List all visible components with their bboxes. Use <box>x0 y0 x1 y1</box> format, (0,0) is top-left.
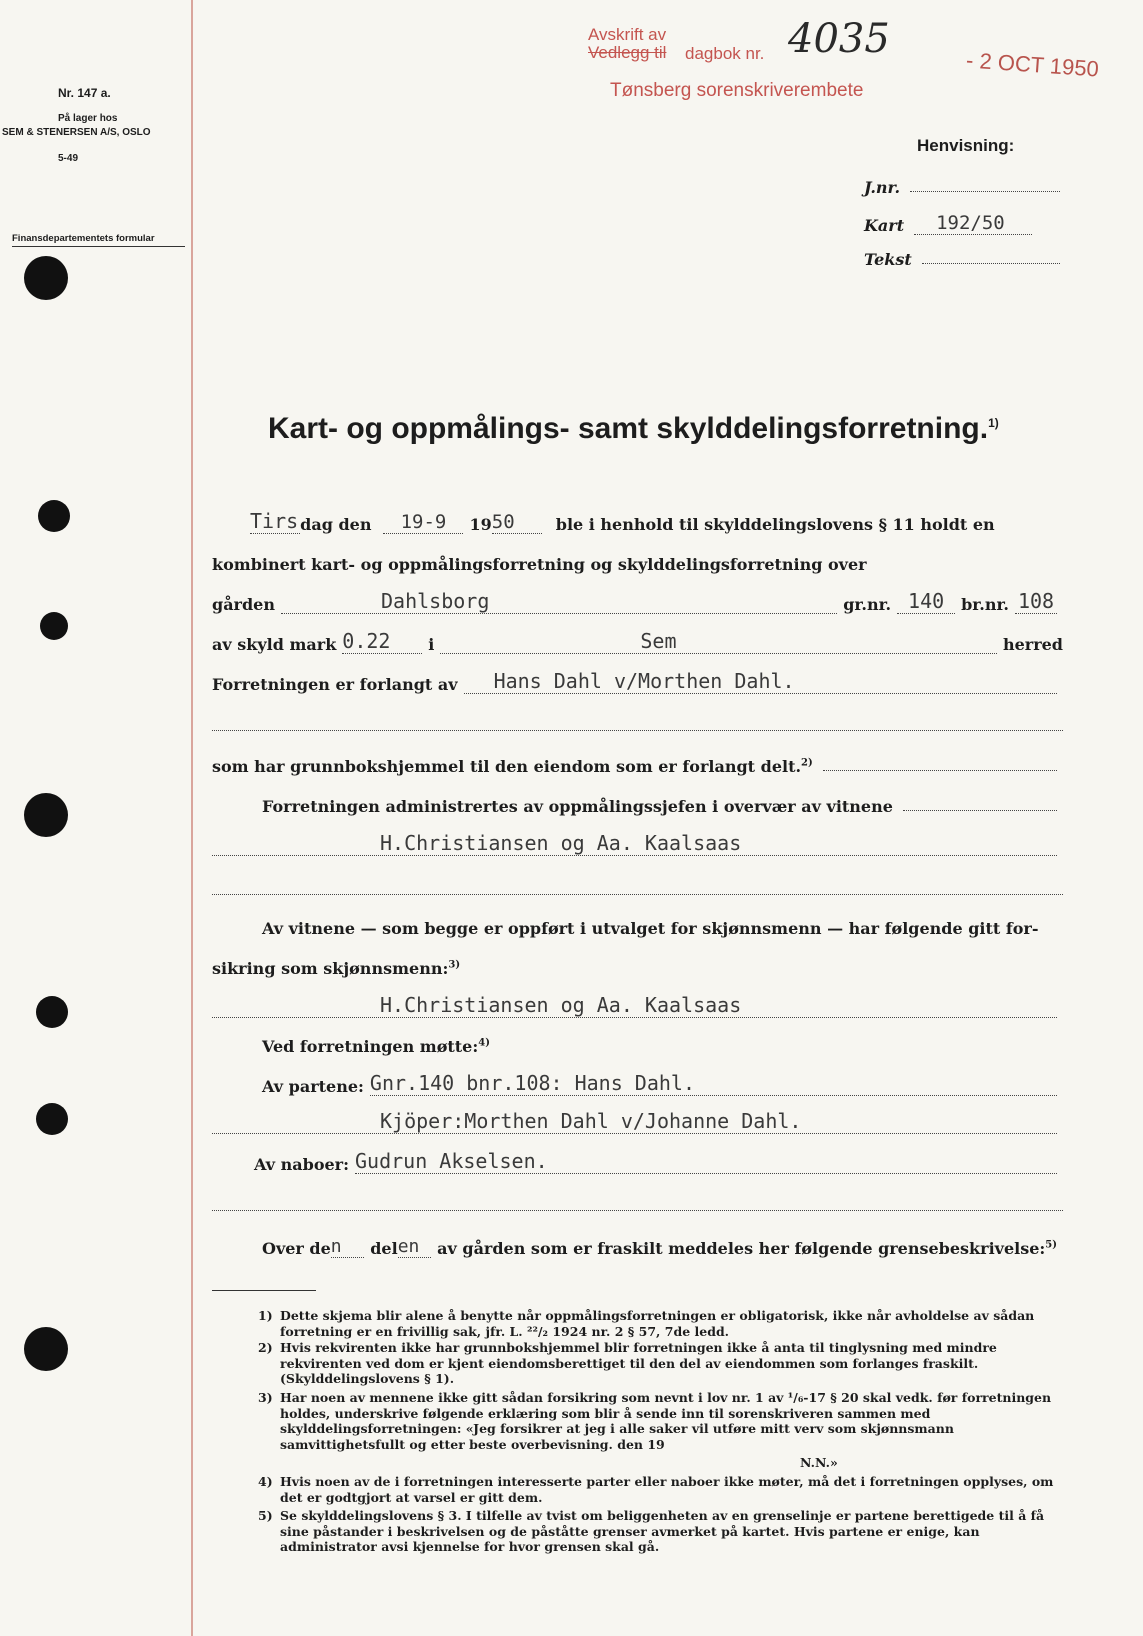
stamp-dagbok: dagbok nr. <box>685 44 765 63</box>
assurance-row2: sikring som skjønnsmenn:$^{3)}$ <box>212 959 461 978</box>
form-label: Finansdepartementets formular <box>12 232 185 247</box>
brnr-value: 108 <box>1015 589 1057 614</box>
stock-line: På lager hos <box>58 113 118 124</box>
grunnbok-row: som har grunnbokshjemmel til den eiendom som er forlangt delt.$^{2)}$ <box>212 752 1063 776</box>
tekst-row: Tekst <box>864 250 1064 269</box>
intro-row: Tirs dag den 19-9 19 50 ble i henhold til skylddelingslovens § 11 holdt en <box>250 509 995 534</box>
blank-line <box>212 730 1063 731</box>
neighbours-value: Gudrun Akselsen. <box>355 1149 1057 1174</box>
punch-hole <box>36 996 68 1028</box>
admin-row: Forretningen administrertes av oppmålingssjefen i overvær av vitnene <box>262 792 1063 816</box>
blank-line <box>212 894 1063 895</box>
footnote-rule <box>212 1290 316 1291</box>
punch-hole <box>24 793 68 837</box>
footnote-signature: N.N.» <box>800 1455 838 1470</box>
punch-hole <box>36 1103 68 1135</box>
stamp-line: Avskrift av Vedlegg til <box>588 25 667 62</box>
intro-date: 19-9 <box>383 511 463 534</box>
requested-row: Forretningen er forlangt av Hans Dahl v/Morthen Dahl. <box>212 670 1063 694</box>
herred-value: Sem <box>440 629 997 654</box>
footnote: 2) Hvis rekvirenten ikke har grunnbokshjemmel blir forretningen ikke å anta til tinglysning med mindre rekvirenten ved dom er kjent eiendomsberettiget til den del av eiendommen som forlanges fraskilt. (Skylddelingslovens § 1). <box>258 1340 997 1386</box>
reference-heading: Henvisning: <box>917 136 1015 155</box>
margin-rule <box>191 0 193 1636</box>
kart-row: Kart 192/50 <box>864 212 1032 235</box>
weekday: Tirs <box>250 509 299 533</box>
stamp-date: - 2 OCT 1950 <box>965 47 1100 82</box>
over-row: Over de n del en av gården som er fraskilt meddeles her følgende grensebeskrivelse:$^{5)}$ <box>262 1236 1057 1258</box>
present-row: Ved forretningen møtte:$^{4)}$ <box>262 1037 490 1056</box>
parties-row2 <box>212 1110 1063 1134</box>
stamp-office: Tønsberg sorenskriverembete <box>610 80 864 101</box>
witnesses-value: H.Christiansen og Aa. Kaalsaas <box>212 831 1057 856</box>
intro-line2: kombinert kart- og oppmålingsforretning og skylddelingsforretning over <box>212 555 867 574</box>
page-title: Kart- og oppmålings- samt skylddelingsforretning.$^{1)}$ <box>268 412 999 445</box>
form-number: Nr. 147 a. <box>58 86 111 100</box>
footnote: 3) Har noen av mennene ikke gitt sådan forsikring som nevnt i lov nr. 1 av ¹/₆-17 § 20 skal vedk. før forretningen holdes, underskrive følgende erklæring som blir å sende inn til sorenskriveren sammen med skylddelingsforretningen: «Jeg forsikrer at jeg i alle saker vil utføre mitt verv som skjønnsmann samvittighetsfullt og etter beste overbevisning. den 19 <box>258 1390 1052 1452</box>
grnr-value: 140 <box>897 589 955 614</box>
requested-value: Hans Dahl v/Morthen Dahl. <box>464 669 1057 694</box>
parties-value: Gnr.140 bnr.108: Hans Dahl. <box>370 1071 1057 1096</box>
punch-hole <box>40 612 68 640</box>
footnote: 4) Hvis noen av de i forretningen interesserte parter eller naboer ikke møter, må det i forretningen opplyses, om det er godtgjort at varsel er gitt dem. <box>258 1474 1054 1505</box>
edition: 5-49 <box>58 153 79 164</box>
jnr-row: J.nr. <box>864 178 1064 197</box>
garden-value: Dahlsborg <box>281 589 837 614</box>
punch-hole <box>38 500 70 532</box>
skyld-row: av skyld mark 0.22 i Sem herred <box>212 629 1063 654</box>
assurance-names-row <box>212 994 1063 1018</box>
assurance-row: Av vitnene — som begge er oppført i utvalget for skjønnsmenn — har følgende gitt for- <box>262 919 1039 938</box>
dagbok-number: 4035 <box>788 16 890 62</box>
stock-line: SEM & STENERSEN A/S, OSLO <box>2 127 151 138</box>
neighbours-row: Av naboer: Gudrun Akselsen. <box>254 1150 1063 1174</box>
punch-hole <box>24 1327 68 1371</box>
witnesses-row <box>212 832 1063 856</box>
kart-value: 192/50 <box>914 212 1032 235</box>
assurance-names: H.Christiansen og Aa. Kaalsaas <box>212 993 1057 1018</box>
footnote: 5) Se skylddelingslovens § 3. I tilfelle av tvist om beliggenheten av en grenselinje er partene berettigede til å få sine påstander i beskrivelsen og de påståtte grenser avmerket på kartet. Hvis partene er enige, kan administrator avsi kjennelse for hvor grensen skal gå. <box>258 1508 1045 1554</box>
skyld-value: 0.22 <box>342 629 422 654</box>
punch-hole <box>24 256 68 300</box>
parties-value2: Kjöper:Morthen Dahl v/Johanne Dahl. <box>212 1109 1057 1134</box>
parties-row: Av partene: Gnr.140 bnr.108: Hans Dahl. <box>262 1072 1063 1096</box>
blank-line <box>212 1210 1063 1211</box>
footnote: 1) Dette skjema blir alene å benytte når oppmålingsforretningen er obligatorisk, ikke når avholdelse av sådan forretning er en frivillig sak, jfr. L. ²²/₂ 1924 nr. 2 § 57, 7de ledd. <box>258 1308 1035 1339</box>
garden-row: gården Dahlsborg gr.nr. 140 br.nr. 108 <box>212 590 1063 614</box>
intro-year: 50 <box>492 511 542 534</box>
